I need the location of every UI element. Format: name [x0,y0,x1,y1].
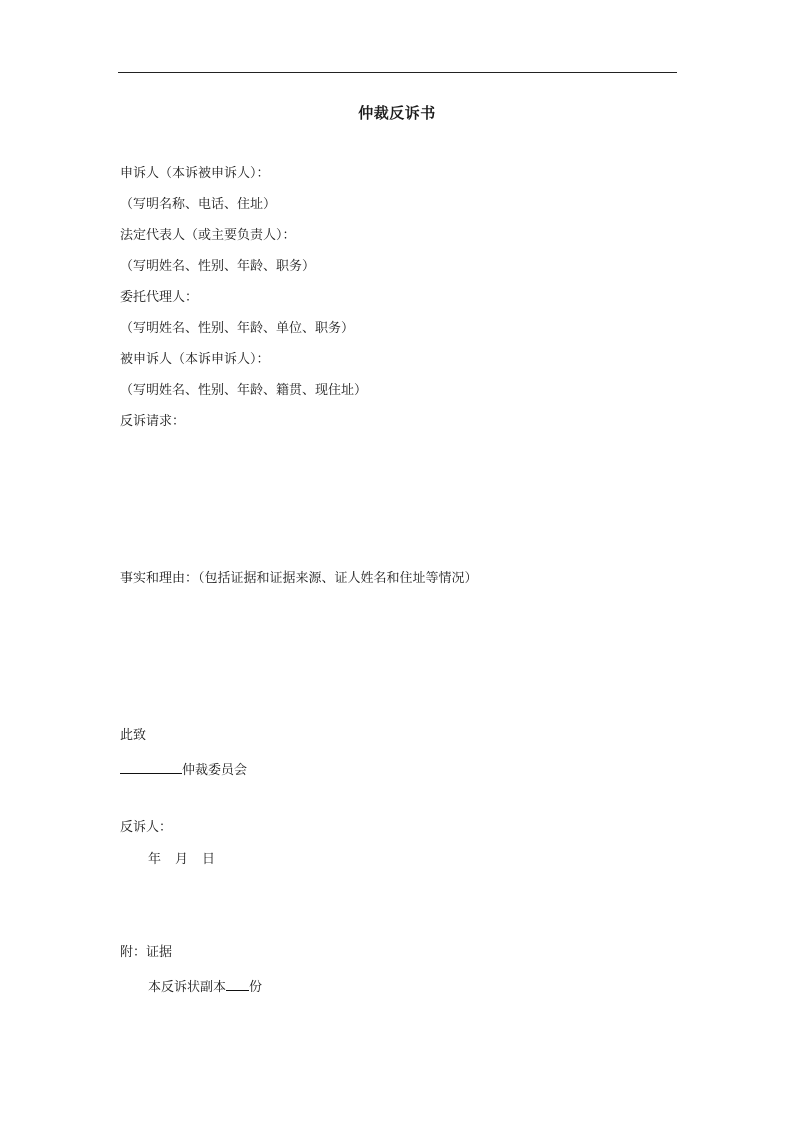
date-year: 年 [148,852,162,867]
date-line [148,851,215,869]
copies-prefix: 本反诉状副本 [148,980,227,995]
applicant-label: 申诉人（本诉被申诉人）： [120,166,270,181]
legal-rep-hint: （写明姓名、性别、年龄、职务） [120,259,316,274]
counterclaimant-label: 反诉人： [120,820,173,835]
applicant-hint: （写明名称、电话、住址） [120,197,277,212]
attachments-label: 附：证据 [120,945,173,960]
copies-suffix: 份 [249,980,263,995]
copies-count-blank[interactable] [226,976,249,991]
facts-label: 事实和理由：（包括证据和证据来源、证人姓名和住址等情况） [120,571,478,586]
agent-hint: （写明姓名、性别、年龄、单位、职务） [120,321,355,336]
respondent-label: 被申诉人（本诉申诉人）： [120,352,270,367]
committee-line [120,759,247,780]
agent-label: 委托代理人： [120,290,199,305]
document-title: 仲裁反诉书 [358,104,436,122]
date-day: 日 [202,852,216,867]
copies-line [148,976,262,997]
committee-name-blank[interactable] [120,759,182,774]
header-rule [118,72,677,73]
date-month: 月 [175,852,189,867]
claims-label: 反诉请求： [120,414,186,429]
legal-rep-label: 法定代表人（或主要负责人）： [120,228,296,243]
respondent-hint: （写明姓名、性别、年龄、籍贯、现住址） [120,383,368,398]
salutation: 此致 [120,728,147,743]
committee-suffix: 仲裁委员会 [182,763,248,778]
